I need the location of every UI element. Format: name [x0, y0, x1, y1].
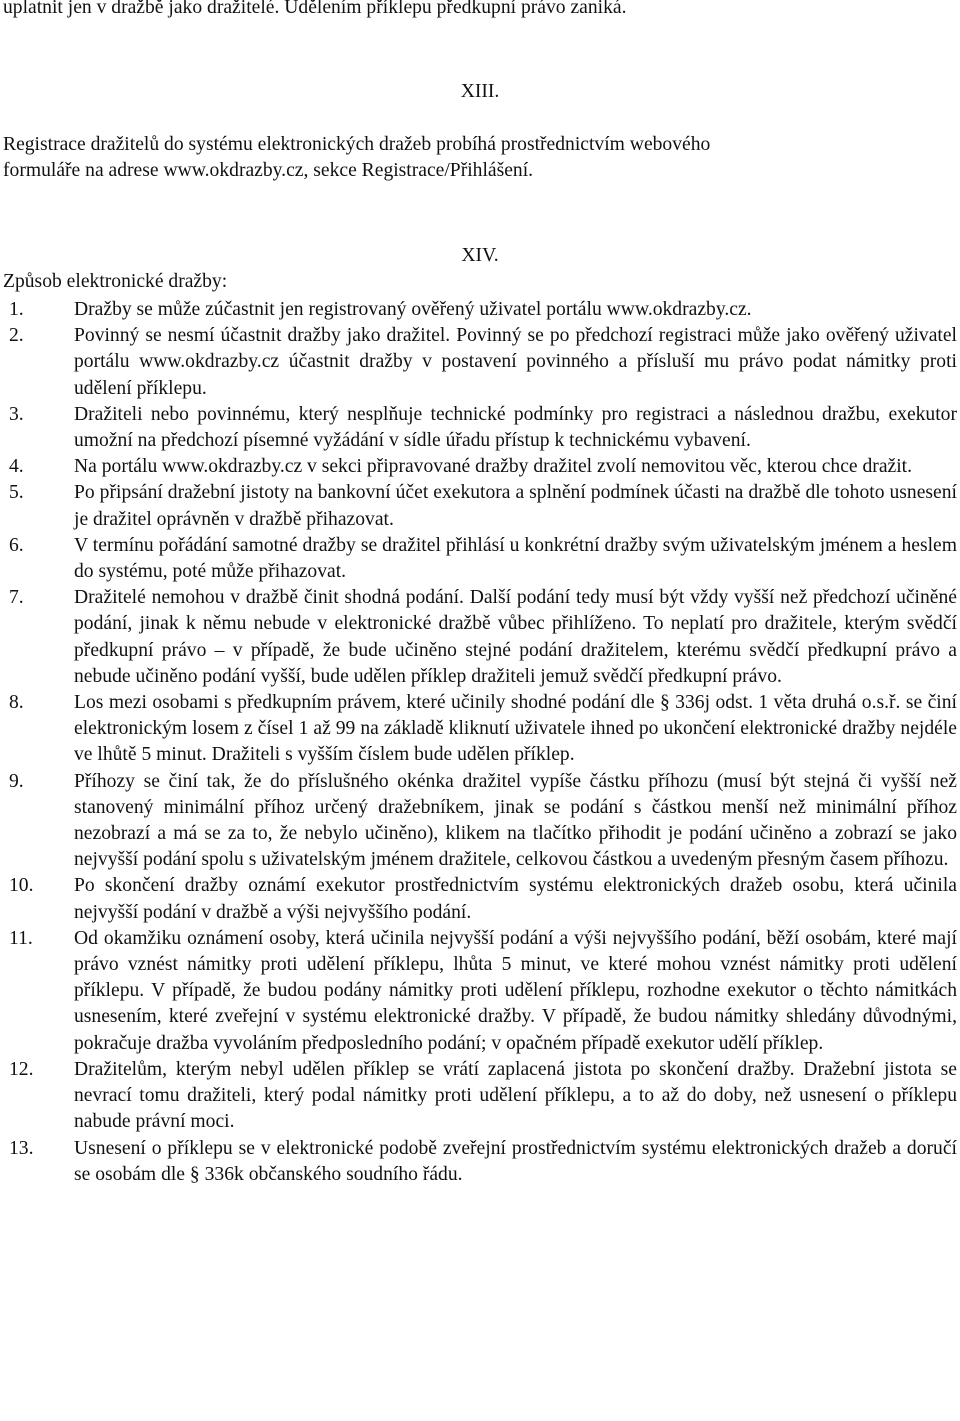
- list-item: [3, 1057, 957, 1136]
- list-item: [3, 585, 957, 690]
- section-heading-xiv: XIV.: [461, 245, 499, 266]
- list-item-number: 11.: [9, 927, 33, 949]
- list-item-number: 8.: [9, 692, 24, 714]
- list-item-text: Po připsání dražební jistoty na bankovní účet exekutora a splnění podmínek účasti na dražbě dle tohoto usnesení je dražitel oprávněn v dražbě přihazovat.: [74, 482, 957, 530]
- list-item-number: 1.: [9, 299, 24, 320]
- list-item-text: Povinný se nesmí účastnit dražby jako dražitel. Povinný se po předchozí registraci může jako ověřený uživatel portálu www.okdrazby.cz účastnit dražby v postavení povinného a přísluší mu právo podat námitky proti udělení příklepu.: [74, 325, 957, 399]
- previous-page-tail-line: uplatnit jen v dražbě jako dražitelé. Udělením příklepu předkupní právo zaniká.: [3, 0, 627, 18]
- list-item-number: 9.: [9, 770, 24, 792]
- list-item-number: 7.: [9, 587, 24, 609]
- list-item-text: Příhozy se činí tak, že do příslušného okénka dražitel vypíše částku příhozu (musí být stejná či vyšší než stanovený minimální příhoz určený dražebníkem, jinak se podání s částkou menší než minimální příhoz nezobrazí a má se za to, že nebylo učiněno), klikem na tlačítko přihodit je podání učiněno a zobrazí se jako nejvyšší podání spolu s uživatelským jménem dražitele, celkovou částkou a uvedeným přesným časem příhozu.: [74, 770, 957, 871]
- list-item-number: 3.: [9, 403, 24, 425]
- auction-method-subheading: Způsob elektronické dražby:: [3, 271, 228, 292]
- list-item-text: Dražitelům, kterým nebyl udělen příklep se vrátí zaplacená jistota po skončení dražby. Dražební jistota se nevrací tomu dražiteli, který podal námitky proti udělení příklepu, a to až do doby, než usnesení o příklepu nabude právní moci.: [74, 1058, 957, 1133]
- list-item: [3, 873, 957, 925]
- list-item: [3, 480, 957, 532]
- list-item-text: V termínu pořádání samotné dražby se dražitel přihlásí u konkrétní dražby svým uživatelským jménem a heslem do systému, poté může přihazovat.: [74, 534, 957, 583]
- list-item: [3, 690, 957, 769]
- list-item-number: 12.: [9, 1058, 34, 1080]
- list-item-text: Los mezi osobami s předkupním právem, které učinily shodné podání dle § 336j odst. 1 věta druhá o.s.ř. se činí elektronickým losem z čísel 1 až 99 na základě kliknutí uživatele ihned po ukončení elektronické dražby nejdéle ve lhůtě 5 minut. Dražiteli s vyšším číslem bude udělen příklep.: [74, 692, 957, 766]
- list-item-number: 13.: [9, 1137, 34, 1159]
- list-item-number: 2.: [9, 325, 24, 347]
- list-item: [3, 533, 957, 585]
- list-item-number: 10.: [9, 875, 34, 897]
- list-item: [3, 323, 957, 402]
- list-item: [3, 402, 957, 454]
- list-item-text: Po skončení dražby oznámí exekutor prostřednictvím systému elektronických dražeb osobu, která učinila nejvyšší podání v dražbě a výši nejvyššího podání.: [74, 875, 957, 923]
- list-item-text: Dražby se může zúčastnit jen registrovaný ověřený uživatel portálu www.okdrazby.cz.: [74, 299, 752, 320]
- list-item-number: 4.: [9, 456, 24, 478]
- registration-paragraph-line-1: Registrace dražitelů do systému elektronických dražeb probíhá prostřednictvím webového: [3, 134, 711, 155]
- registration-paragraph-line-2: formuláře na adrese www.okdrazby.cz, sekce Registrace/Přihlášení.: [3, 160, 534, 181]
- list-item-text: Na portálu www.okdrazby.cz v sekci připravované dražby dražitel zvolí nemovitou věc, kterou chce dražit.: [74, 456, 913, 478]
- list-item-number: 5.: [9, 482, 24, 504]
- section-heading-xiii: XIII.: [460, 81, 500, 102]
- auction-rules-list: [3, 297, 957, 1188]
- list-item-number: 6.: [9, 534, 24, 556]
- list-item: [3, 1136, 957, 1188]
- list-item-text: Od okamžiku oznámení osoby, která učinila nejvyšší podání a výši nejvyššího podání, běží osobám, které mají právo vznést námitky proti udělení příklepu, lhůta 5 minut, ve které mohou vznést námitky proti udělení příklepu. V případě, že budou podány námitky proti udělení příklepu, rozhodne exekutor o těchto námitkách usnesením, které zveřejní v systému elektronické dražby. V případě, že budou námitky shledány důvodnými, pokračuje dražba vyvoláním předposledního podání; v opačném případě exekutor udělí příklep.: [74, 927, 957, 1054]
- list-item: [3, 297, 957, 323]
- list-item-text: Usnesení o příklepu se v elektronické podobě zveřejní prostřednictvím systému elektronických dražeb a doručí se osobám dle § 336k občanského soudního řádu.: [74, 1137, 957, 1185]
- list-item: [3, 926, 957, 1057]
- list-item-text: Dražiteli nebo povinnému, který nesplňuje technické podmínky pro registraci a následnou dražbu, exekutor umožní na předchozí písemné vyžádání v sídle úřadu přístup k technickému vybavení.: [74, 403, 957, 452]
- list-item: [3, 454, 957, 480]
- list-item: [3, 769, 957, 874]
- list-item-text: Dražitelé nemohou v dražbě činit shodná podání. Další podání tedy musí být vždy vyšší než předchozí učiněné podání, jinak k němu nebude v elektronické dražbě vůbec přihlíženo. To neplatí pro dražitele, kterým svědčí předkupní právo – v případě, že bude učiněno stejné podání dražitelem, kterému svědčí předkupní právo a nebude učiněno podání vyšší, bude udělen příklep dražiteli jemuž svědčí předkupní právo.: [74, 587, 957, 687]
